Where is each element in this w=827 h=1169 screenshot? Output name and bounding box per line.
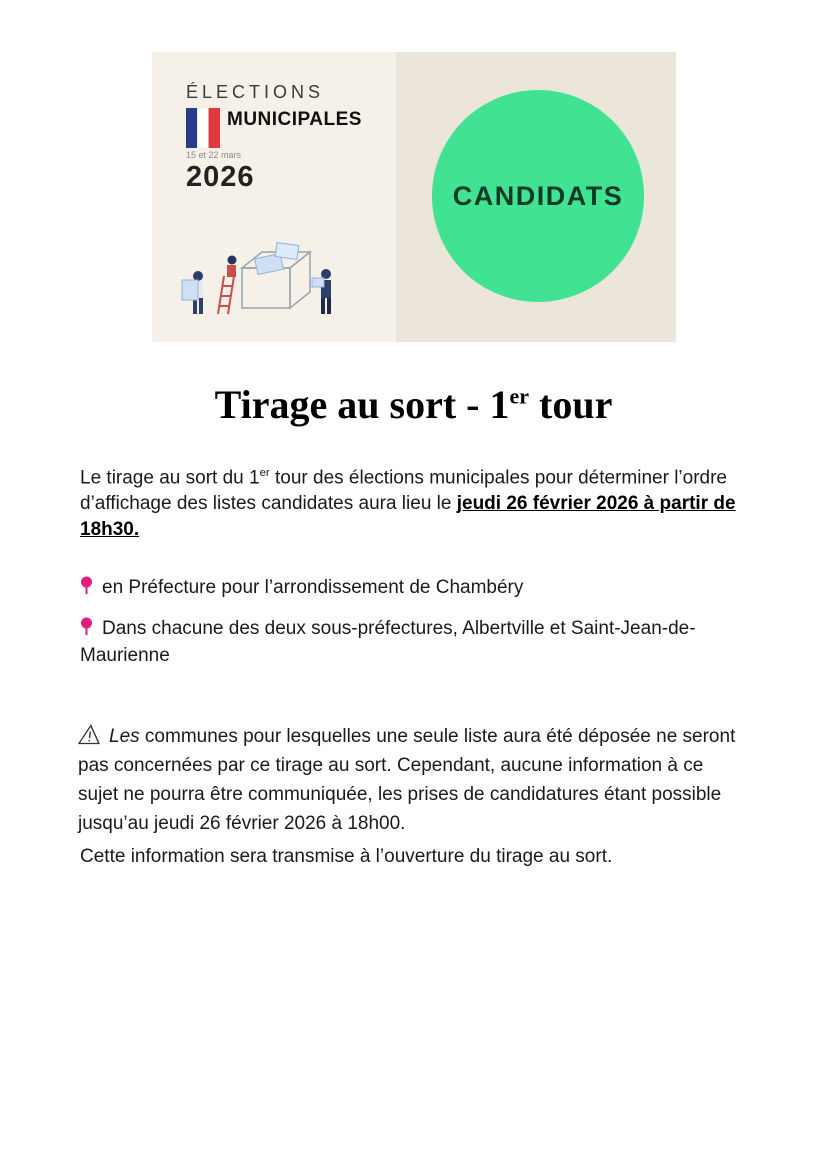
intro-paragraph [80, 460, 742, 543]
intro-date-emphasis: jeudi 26 février 2026 à partir de 18h30. [80, 493, 736, 541]
elections-logo [186, 82, 362, 194]
intro-text-mid: tour des élections municipales pour déterminer l’ordre d’affichage des listes candidates aura lieu le [80, 467, 727, 515]
candidats-badge-label: CANDIDATS [452, 180, 624, 211]
page-title-superscript: er [509, 383, 529, 409]
list-item [80, 615, 742, 669]
candidats-badge [432, 90, 644, 302]
page-title-text-end: tour [529, 382, 613, 427]
location-text: Dans chacune des deux sous-préfectures, Albertville et Saint-Jean-de-Maurienne [80, 618, 696, 666]
banner-left-panel [152, 52, 396, 342]
pin-icon [80, 576, 93, 595]
flag-row [186, 108, 362, 148]
location-text: en Préfecture pour l’arrondissement de Chambéry [102, 577, 524, 598]
election-dates: 15 et 22 mars [186, 150, 242, 160]
intro-superscript: er [259, 467, 270, 479]
ballot-box-illustration [180, 230, 360, 320]
locations-list [80, 574, 742, 683]
elections-title-line2: MUNICIPALES [227, 109, 362, 130]
warning-paragraph [78, 722, 744, 838]
elections-title-line1: ÉLECTIONS [186, 82, 325, 102]
french-flag-icon [186, 108, 220, 148]
banner-image [152, 52, 676, 342]
warning-body: communes pour lesquelles une seule liste aura été déposée ne seront pas concernées par ce tirage au sort. Cependant, aucune information à ce sujet ne pourra être communiquée, les prises de candidatures étant possible jusqu’au jeudi 26 février 2026 à 18h00. [78, 726, 736, 834]
pin-icon [80, 617, 93, 636]
page-title-text: Tirage au sort - 1 [214, 382, 510, 427]
list-item [80, 574, 742, 601]
intro-text-start: Le tirage au sort du 1 [80, 467, 260, 489]
closing-paragraph: Cette information sera transmise à l’ouverture du tirage au sort. [80, 846, 613, 867]
election-year: 2026 [186, 161, 255, 193]
warning-icon [78, 724, 102, 745]
page-title [80, 381, 747, 428]
warning-lead: Les [109, 726, 140, 747]
